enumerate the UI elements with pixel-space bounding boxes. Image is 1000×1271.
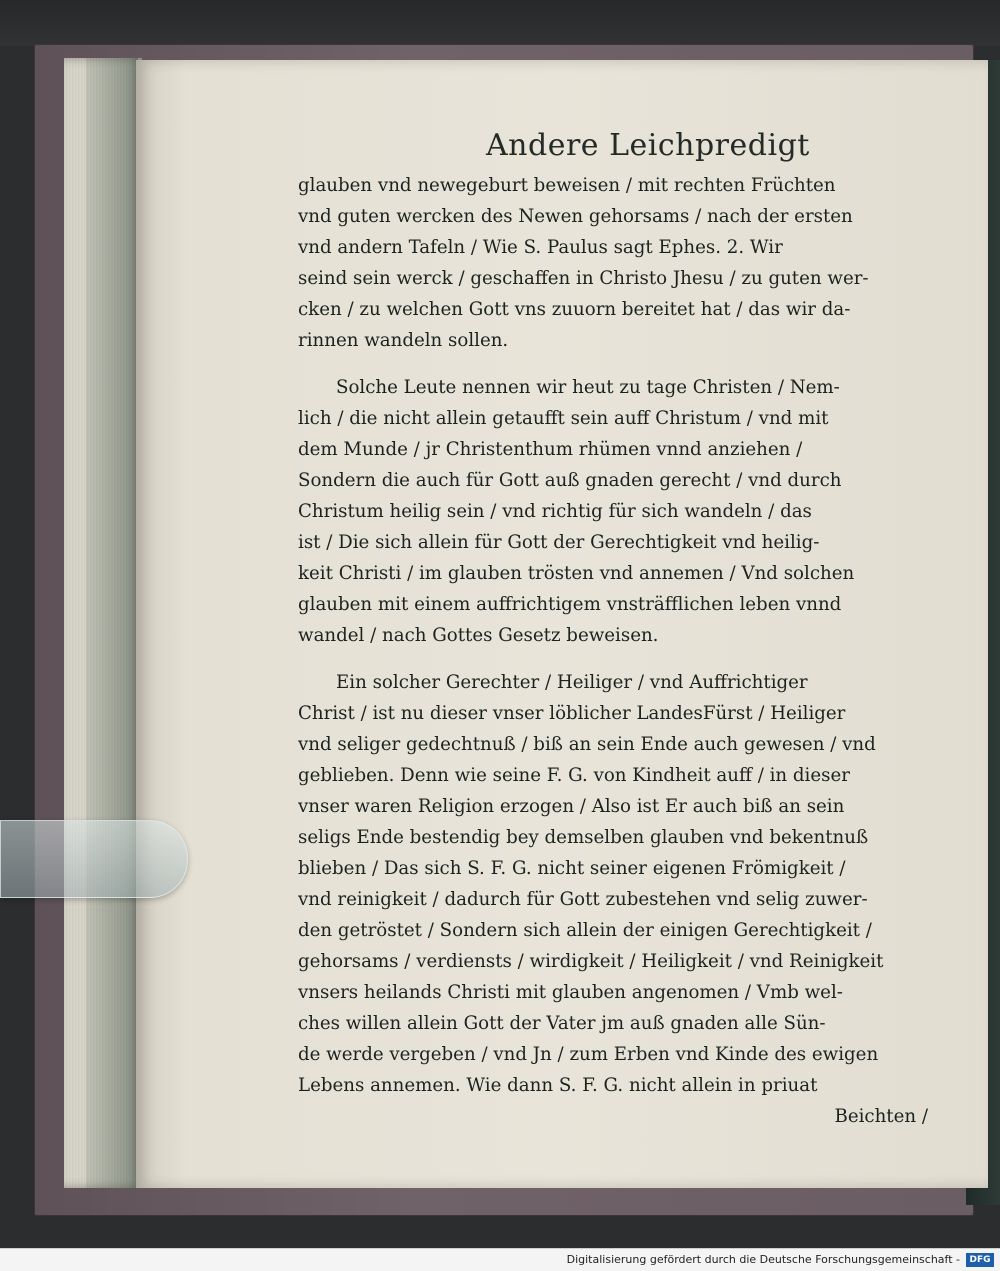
text-line: seligs Ende bestendig bey demselben glauben vnd bekentnuß [298, 827, 869, 848]
page-text [298, 170, 928, 1132]
paragraph-gap [298, 651, 928, 667]
text-line: vnd guten wercken des Newen gehorsams / nach der ersten [298, 206, 853, 227]
text-line: geblieben. Denn wie seine F. G. von Kindheit auff / in dieser [298, 765, 850, 786]
text-line: cken / zu welchen Gott vns zuuorn bereitet hat / das wir da- [298, 299, 851, 320]
text-line: den getröstet / Sondern sich allein der einigen Gerechtigkeit / [298, 920, 872, 941]
text-line: Ein solcher Gerechter / Heiliger / vnd Auffrichtiger [336, 672, 808, 693]
text-line: lich / die nicht allein getaufft sein auff Christum / vnd mit [298, 408, 829, 429]
text-line: seind sein werck / geschaffen in Christo Jhesu / zu guten wer- [298, 268, 869, 289]
text-line: Solche Leute nennen wir heut zu tage Christen / Nem- [336, 377, 840, 398]
text-line: ches willen allein Gott der Vater jm auß gnaden alle Sün- [298, 1013, 826, 1034]
plastic-page-tab [0, 820, 188, 898]
text-line: Christ / ist nu dieser vnser löblicher LandesFürst / Heiliger [298, 703, 846, 724]
text-line: rinnen wandeln sollen. [298, 330, 509, 351]
dfg-logo: DFG [966, 1253, 994, 1267]
text-line: dem Munde / jr Christenthum rhümen vnnd anziehen / [298, 439, 803, 460]
text-line: glauben vnd newegeburt beweisen / mit rechten Früchten [298, 175, 836, 196]
text-line: vnd andern Tafeln / Wie S. Paulus sagt Ephes. 2. Wir [298, 237, 783, 258]
text-line: glauben mit einem auffrichtigem vnsträfflichen leben vnnd [298, 594, 842, 615]
text-line: Sondern die auch für Gott auß gnaden gerecht / vnd durch [298, 470, 842, 491]
text-line: de werde vergeben / vnd Jn / zum Erben vnd Kinde des ewigen [298, 1044, 879, 1065]
text-line: vnd reinigkeit / dadurch für Gott zubestehen vnd selig zuwer- [298, 889, 868, 910]
page-edge-shadow [86, 58, 138, 1188]
footer-bar [0, 1248, 1000, 1271]
text-line: gehorsams / verdiensts / wirdigkeit / Heiligkeit / vnd Reinigkeit [298, 951, 884, 972]
footer-credit: Digitalisierung gefördert durch die Deutsche Forschungsgemeinschaft - [566, 1253, 960, 1266]
catchword: Beichten / [834, 1106, 928, 1127]
text-line: Christum heilig sein / vnd richtig für sich wandeln / das [298, 501, 812, 522]
text-line: vnd seliger gedechtnuß / biß an sein Ende auch gewesen / vnd [298, 734, 876, 755]
text-line: ist / Die sich allein für Gott der Gerechtigkeit vnd heilig- [298, 532, 820, 553]
text-line: vnsers heilands Christi mit glauben angenomen / Vmb wel- [298, 982, 843, 1003]
paragraph-gap [298, 356, 928, 372]
text-line: wandel / nach Gottes Gesetz beweisen. [298, 625, 659, 646]
text-line: vnser waren Religion erzogen / Also ist Er auch biß an sein [298, 796, 845, 817]
running-head: Andere Leichpredigt [486, 128, 810, 163]
scanner-background [0, 0, 1000, 46]
text-line: Lebens annemen. Wie dann S. F. G. nicht allein in priuat [298, 1075, 818, 1096]
text-line: keit Christi / im glauben trösten vnd annemen / Vnd solchen [298, 563, 855, 584]
text-line: blieben / Das sich S. F. G. nicht seiner eigenen Frömigkeit / [298, 858, 846, 879]
